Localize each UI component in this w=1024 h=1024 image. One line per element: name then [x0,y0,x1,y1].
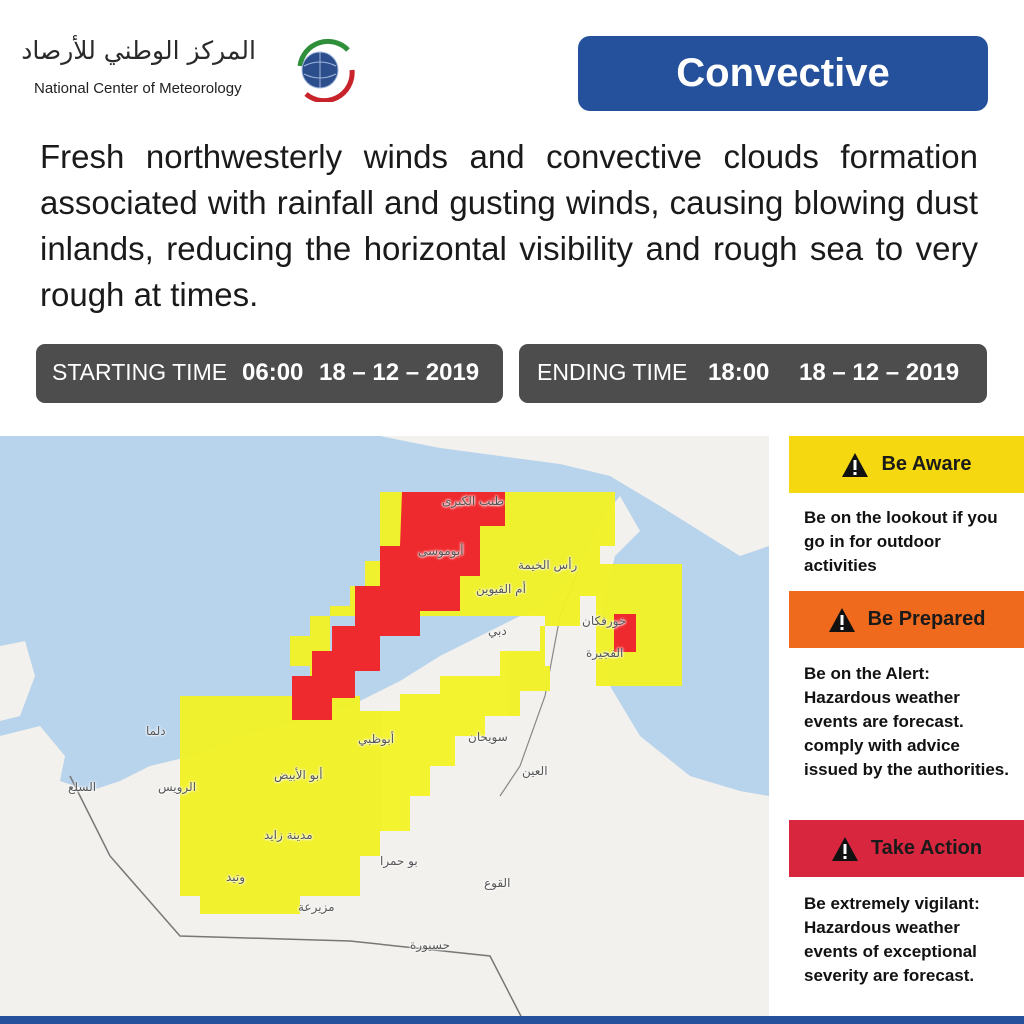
place-label: دبي [488,624,507,638]
ncm-logo [21,36,354,104]
starting-time-label: STARTING TIME [52,359,228,385]
place-label: رأس الخيمة [518,558,578,572]
legend-label: Take Action [870,837,983,859]
place-label: العين [522,764,548,778]
place-label: أبو الأبيض [274,768,323,782]
warning-triangle-icon [831,836,859,862]
place-label: أبوموسى [418,544,464,558]
legend-take-action [789,820,1024,877]
alert-type-title: Convective [578,36,988,111]
legend-description: Be extremely vigilant: Hazardous weather events of exceptional severity are forecast. [804,894,980,985]
logo-arabic-text: المركز الوطني للأرصاد [21,36,256,65]
ending-date-value: 18 – 12 – 2019 [799,359,960,386]
starting-date-value: 18 – 12 – 2019 [319,359,480,386]
starting-time-box [36,344,503,403]
place-label: مزيرعة [298,900,335,914]
warning-triangle-icon [828,607,856,633]
legend-description: Be on the Alert: Hazardous weather events are forecast. comply with advice issued by the authorities. [804,664,1009,779]
legend-be-aware [789,436,1024,493]
logo-english-text: National Center of Meteorology [34,80,242,97]
legend-description: Be on the lookout if you go in for outdoor activities [804,508,998,575]
place-label: أبوظبي [358,732,395,746]
ending-time-value: 18:00 [708,359,770,386]
place-label: القوع [484,876,511,890]
bottom-bar [0,1016,1024,1024]
place-label: دلما [146,724,166,738]
warning-triangle-icon [841,452,869,478]
forecast-description: Fresh northwesterly winds and convective clouds formation associated with rainfall and gusting winds, causing blowing dust inlands, reducing the horizontal visibility and rough sea to very rough at times. [40,138,978,313]
place-label: الفجيرة [586,646,624,660]
place-label: أم القيوين [476,582,526,596]
uae-alert-map [0,436,769,1024]
place-label: طنب الكبرى [442,494,505,508]
place-label: خورفكان [582,614,627,628]
place-label: الرويس [158,780,197,794]
ending-time-label: ENDING TIME [537,359,688,385]
legend-label: Be Prepared [867,608,986,630]
map-canvas [0,436,769,1024]
place-label: بو حمرا [380,854,418,868]
place-label: السلع [68,780,97,794]
ncm-globe-icon [286,36,356,102]
legend-label: Be Aware [881,453,972,475]
place-label: سويحان [468,730,508,744]
starting-time-value: 06:00 [242,359,304,386]
place-label: حسيورة [410,938,451,952]
ending-time-box [519,344,987,403]
place-label: مدينة زايد [264,828,313,842]
place-label: وتيد [226,870,246,884]
legend-be-prepared [789,591,1024,648]
